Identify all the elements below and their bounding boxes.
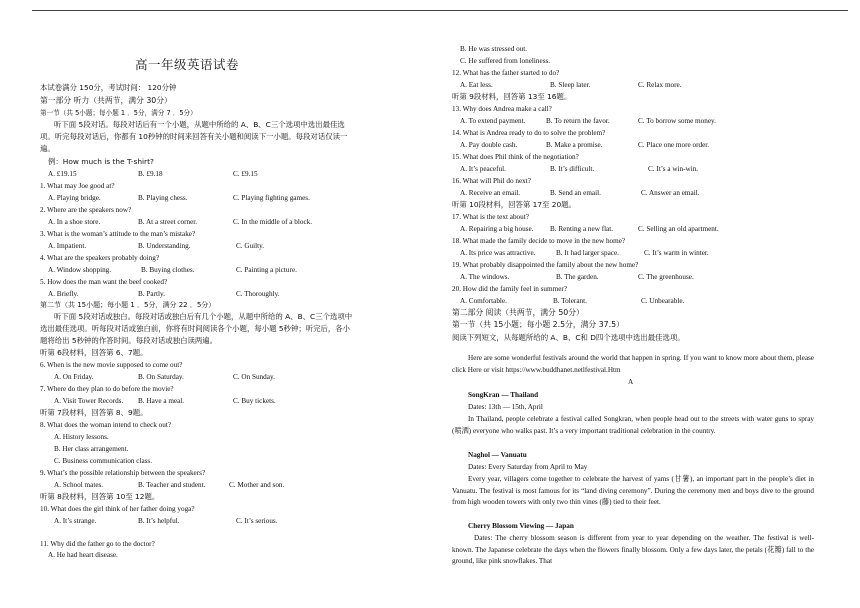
option: A. Comfortable. [460, 297, 507, 305]
reading-intro: Here are some wonderful festivals around the world that happen in spring. If you want to know more about them, please click Here or visit https://www.buddhanet.netlfestival.Htm [452, 354, 814, 374]
option: C. On Sunday. [233, 373, 275, 381]
part2-heading: 第二部分 阅读（共两节，满分 50分） [452, 308, 584, 317]
festival-dates: Dates: Every Saturday from April to May [468, 463, 588, 471]
material-6: 听第 6段材料，回答第 6、7题。 [40, 348, 148, 357]
option: C. Guilty. [236, 242, 265, 250]
question-12: 12. What has the father started to do? [452, 69, 560, 77]
option: A. £19.15 [48, 170, 77, 178]
option: C. It’s warm in winter. [644, 249, 709, 257]
option: C. Selling an old apartment. [638, 225, 719, 233]
option: A. On Friday. [54, 373, 94, 381]
festival-body: In Thailand, people celebrate a festival called Songkran, when people head out to the streets with water guns to spray (喷洒) everyone who walks past. It’s a very important traditional celebration in the country. [452, 415, 814, 435]
passage-letter: A [628, 378, 634, 386]
option: B. Have a meal. [138, 397, 185, 405]
option: C. Answer an email. [641, 189, 700, 197]
page-title: 高一年级英语试卷 [135, 57, 240, 72]
festival-dates: Dates: 13th — 15th, April [468, 403, 543, 411]
question-16: 16. What will Phil do next? [452, 177, 531, 185]
option: B. Buying clothes. [141, 266, 195, 274]
top-rule [32, 10, 848, 11]
option: A. History lessons. [54, 433, 109, 441]
question-11: 11. Why did the father go to the doctor? [40, 540, 155, 548]
option: B. Renting a new flat. [550, 225, 614, 233]
option: C. The greenhouse. [638, 273, 694, 281]
option: A. Visit Tower Records. [54, 397, 124, 405]
sec2-heading: 第二节（共 15小题；每小题 1 ．5分，满分 22 ．5分） [40, 301, 216, 309]
option: A. To extend payment. [460, 117, 526, 125]
option: C. Place one more order. [638, 141, 710, 149]
question-6: 6. When is the new movie supposed to come out? [40, 361, 183, 369]
material-8: 听第 8段材料，回答第 10至 12题。 [40, 492, 160, 501]
option: B. To return the favor. [546, 117, 610, 125]
exam-intro: 本试卷满分 150分，考试时间： 120分钟 [40, 83, 177, 92]
option: B. Partly. [138, 290, 165, 298]
option: B. £9.18 [138, 170, 163, 178]
option: A. In a shoe store. [48, 218, 101, 226]
question-9: 9. What’s the possible relationship between the speakers? [40, 469, 206, 477]
question-4: 4. What are the speakers probably doing? [40, 254, 160, 262]
sec1-heading: 第一节（共 5小题；每小题 1 ．5分，满分 7 ．5分） [40, 109, 197, 117]
question-3: 3. What is the woman’s attitude to the man’s mistake? [40, 230, 196, 238]
option: B. Playing chess. [138, 194, 188, 202]
option: A. Playing bridge. [48, 194, 101, 202]
option: A. Briefly. [48, 290, 79, 298]
option: A. Its price was attractive. [460, 249, 536, 257]
question-13: 13. Why does Andrea make a call? [452, 105, 552, 113]
option: B. Understanding. [138, 242, 191, 250]
question-19: 19. What probably disappointed the family about the new home? [452, 261, 639, 269]
question-1: 1. What may Joe good at? [40, 182, 115, 190]
sec1-instr-3: 遍。 [40, 144, 55, 153]
option: A. It’s peaceful. [460, 165, 506, 173]
option: A. Window shopping. [48, 266, 112, 274]
reading-instructions: 阅读下列短文，从每题所给的 A、B、C和 D四个选项中选出最佳选项。 [452, 333, 685, 342]
option: B. It’s difficult. [550, 165, 595, 173]
festival-body: Every year, villagers come together to celebrate the harvest of yams (甘薯), an important part in the people’s diet in Vanuatu. The festival is most famous for its “land diving ceremony”. During the ceremony men and boys dive to the ground from high wooden towers with only two thin vines (藤) tied to their feet. [452, 475, 814, 506]
option: C. It’s a win-win. [648, 165, 699, 173]
option: C. To borrow some money. [638, 117, 716, 125]
option: A. It’s strange. [54, 517, 97, 525]
sec1-instr-2: 项。听完每段对话后，你都有 10秒钟的时间来回答有关小题和阅读下一小题。每段对话仅读一 [40, 132, 348, 141]
question-5: 5. How does the man want the beef cooked? [40, 278, 168, 286]
material-10: 听第 10段材料，回答第 17至 20题。 [452, 200, 576, 209]
option: B. It’s helpful. [138, 517, 180, 525]
option: A. Receive an email. [460, 189, 521, 197]
option: A. Pay double cash. [460, 141, 518, 149]
option: B. Send an email. [550, 189, 601, 197]
option: C. Painting a picture. [236, 266, 297, 274]
question-7: 7. Where do they plan to do before the movie? [40, 385, 174, 393]
question-10: 10. What does the girl think of her father doing yoga? [40, 505, 195, 513]
example-question: 例：How much is the T-shirt? [48, 157, 154, 166]
option: C. Unbearable. [641, 297, 685, 305]
festival-title: SongKran — Thailand [468, 391, 539, 399]
option: C. In the middle of a block. [233, 218, 313, 226]
option: C. Mother and son. [229, 481, 285, 489]
option: C. £9.15 [233, 170, 258, 178]
option: A. Eat less. [460, 81, 493, 89]
option: B. Sleep later. [550, 81, 591, 89]
option: A. He had heart disease. [48, 551, 118, 559]
material-9: 听第 9段材料，回答第 13至 16题。 [452, 92, 572, 101]
part1-heading: 第一部分 听力（共两节，满分 30分） [40, 96, 172, 105]
sec2-instr-1: 听下面 5段对话或独白。每段对话或独白后有几个小题，从题中所给的 A、B、C三个选项中 [54, 312, 353, 321]
option: B. Her class arrangement. [54, 445, 129, 453]
sec2-instr-2: 选出最佳选项。听每段对话或独白前，你将有时间阅读各个小题，每小题 5秒钟；听完后，各小 [40, 324, 351, 333]
option: A. The windows. [460, 273, 510, 281]
option: A. Repairing a big house. [460, 225, 534, 233]
option: C. He suffered from loneliness. [460, 57, 551, 65]
option: A. School mates. [54, 481, 104, 489]
option: C. Business communication class. [54, 457, 153, 465]
option: B. The garden. [556, 273, 599, 281]
question-8: 8. What does the woman intend to check out? [40, 421, 172, 429]
festival-title: Naghol — Vanuatu [468, 451, 527, 459]
sec1-instr-1: 听下面 5段对话。每段对话后有一个小题，从题中所给的 A、B、C三个选项中选出最佳选 [54, 120, 345, 129]
reading-section-heading: 第一节（共 15小题；每小题 2.5分，满分 37.5） [452, 320, 624, 329]
question-17: 17. What is the text about? [452, 213, 529, 221]
option: B. At a street corner. [138, 218, 198, 226]
option: B. It had larger space. [556, 249, 619, 257]
festival-title: Cherry Blossom Viewing — Japan [468, 522, 574, 530]
option: C. Relax more. [638, 81, 682, 89]
option: C. Buy tickets. [233, 397, 276, 405]
option: B. Tolerant. [553, 297, 587, 305]
option: B. Make a promise. [546, 141, 603, 149]
option: C. It’s serious. [236, 517, 278, 525]
option: A. Impatient. [48, 242, 87, 250]
option: B. Teacher and student. [138, 481, 206, 489]
question-15: 15. What does Phil think of the negotiation? [452, 153, 579, 161]
option: B. On Saturday. [138, 373, 184, 381]
option: C. Playing fighting games. [233, 194, 310, 202]
question-20: 20. How did the family feel in summer? [452, 285, 567, 293]
sec2-instr-3: 题将给出 5秒钟的作答时间。每段对话或独白读两遍。 [40, 336, 218, 345]
question-14: 14. What is Andrea ready to do to solve the problem? [452, 129, 606, 137]
festival-body: Dates: The cherry blossom season is different from year to year depending on the weather. The festival is well-known. The Japanese celebrate the days when the flowers finally blossom. Only a few days later, the petals (花瓣) fall to the ground, like pink snowflakes. That [452, 534, 814, 565]
option: C. Thoroughly. [236, 290, 280, 298]
option: B. He was stressed out. [460, 45, 528, 53]
question-2: 2. Where are the speakers now? [40, 206, 132, 214]
material-7: 听第 7段材料，回答第 8、9题。 [40, 408, 148, 417]
question-18: 18. What made the family decide to move in the new home? [452, 237, 626, 245]
